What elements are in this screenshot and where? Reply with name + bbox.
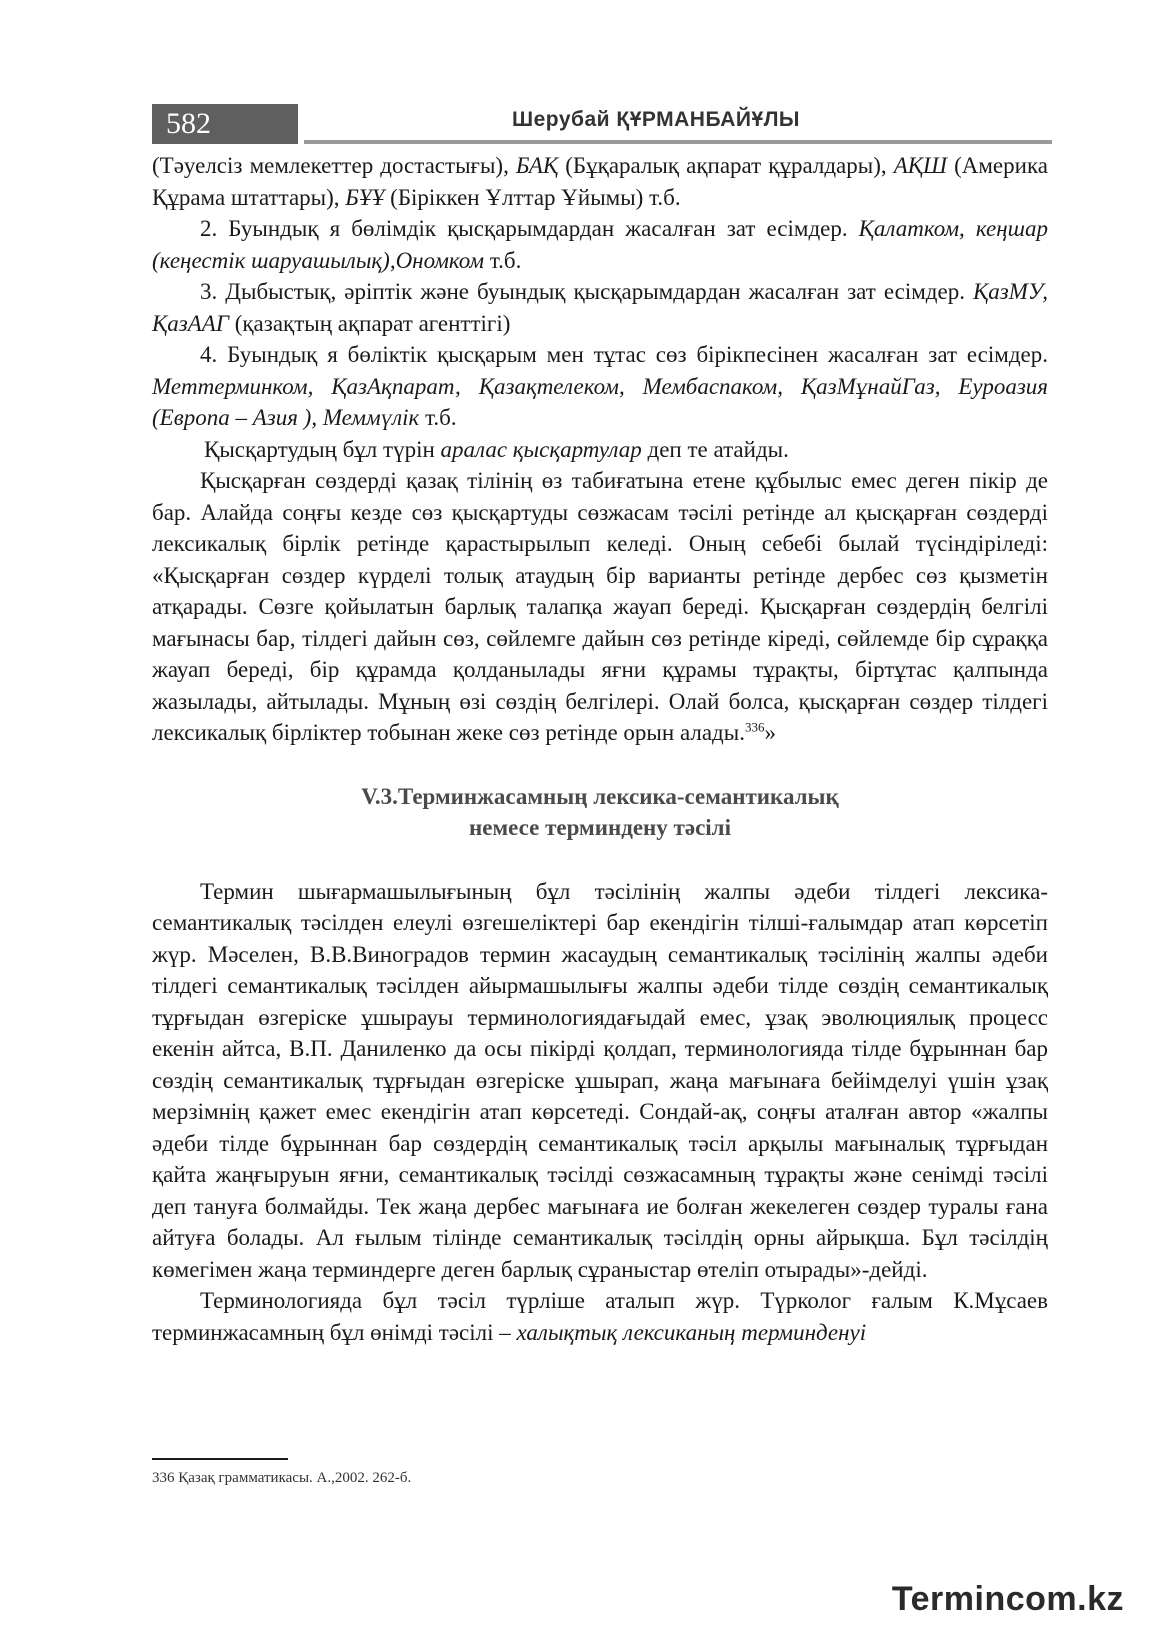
paragraph-abbreviated-words: Қысқарған сөздерді қазақ тілінің өз табиғатына етене құбылыс емес деген пікір де бар. Алайда соңғы кезде сөз қысқартуды сөзжасам тәсілі ретінде ал қысқарған сөздерді лексикалық бірлік ретінде қарастырылып келеді. Оның себебі былай түсіндіріледі: «Қысқарған сөздер күрделі толық атаудың бір варианты ретінде дербес сөз қызметін атқарады. Сөзге қойылатын барлық талапқа жауап береді. Қысқарған сөздердің белгілі мағынасы бар, тілдегі дайын сөз, сөйлемге дайын сөз ретінде кіреді, сөйлемде бір сұраққа жауап береді, бір құрамда қолданылады яғни құрамы тұрақты, біртұтас қалпында жазылады, айтылады. Мұның өзі сөздің белгілері. Олай болса, қысқарған сөздер тілдегі лексикалық бірліктер тобынан жеке сөз ретінде орын алады.$^{336}$» xyxy=(152,468,1048,745)
list-item-2: 2. Буындық я бөлімдік қысқарымдардан жасалған зат есімдер. Қалатком, кеңшар (кеңестік шаруашылық),Ономком т.б. xyxy=(152,216,1048,273)
footnote: 336 Қазақ грамматикасы. А.,2002. 262-б. xyxy=(152,1470,412,1486)
watermark-logo: Termincom.kz xyxy=(891,1580,1124,1618)
section-heading: V.3.Терминжасамның лексика-семантикалық немесе терминдену тәсілі xyxy=(361,783,839,840)
list-item-3: 3. Дыбыстық, әріптік және буындық қысқарымдардан жасалған зат есімдер. ҚазМУ, ҚазААГ (қазақтың ақпарат агенттігі) xyxy=(152,279,1048,336)
footnote-reference: 336 xyxy=(744,719,765,735)
header-rule xyxy=(304,140,1052,144)
page-header xyxy=(152,104,1052,146)
paragraph-abbreviation-examples: (Тәуелсіз мемлекеттер достастығы), БАҚ (Бұқаралық ақпарат құралдары), АҚШ (Америка Құрама штаттары), БҰҰ (Біріккен Ұлттар Ұйымы) т.б. xyxy=(152,153,1048,210)
paragraph-term-semantic-method: Термин шығармашылығының бұл тәсілінің жалпы әдеби тілдегі лексика-семантикалық тәсілден елеулі өзгешеліктері бар екендігін тілші-ғалымдар атап көрсетіп жүр. Мәселен, В.В.Виноградов термин жасаудың семантикалық тәсілінің жалпы әдеби тілдегі семантикалық тәсілден айырмашылығы жалпы әдеби тілде сөздің семантикалық тұрғыдан өзгеріске ұшырауы терминологиядағыдай емес, ұзақ эволюциялық процесс екенін айтса, В.П. Даниленко да осы пікірді қолдап, терминологияда тілде бұрыннан бар сөздің семантикалық тұрғыдан өзгеріске ұшырап, жаңа мағынаға бейімделуі үшін ұзақ мерзімнің қажет емес екендігін атап көрсетеді. Сондай-ақ, соңғы аталған автор «жалпы әдеби тілде бұрыннан бар сөздердің семантикалық тәсіл арқылы мағыналық тұрғыдан қайта жаңғыруын яғни, семантикалық тәсілді сөзжасамның тұрақты және сенімді тәсілі деп тануға болмайды. Тек жаңа дербес мағынаға ие болған жекелеген сөздер туралы ғана айтуға болады. Ал ғылым тілінде семантикалық тәсілдің орны айрықша. Бұл тәсілдің көмегімен жаңа терминдерге деген барлық сұраныстар өтеліп отырады»-дейді. xyxy=(152,878,1048,1282)
footnote-rule xyxy=(152,1458,288,1460)
paragraph-terminology-naming: Терминологияда бұл тәсіл түрліше аталып жүр. Түрколог ғалым К.Мұсаев терминжасамның бұл өнімді тәсілі – халықтық лексиканың терминденуі xyxy=(152,1288,1048,1345)
list-item-4: 4. Буындық я бөліктік қысқарым мен тұтас сөз бірікпесінен жасалған зат есімдер. Меmтерминком, ҚазАқпарат, Қазақтелеком, Мембаспаком, ҚазМұнайГаз, Еуроазия (Европа – Азия ), Меммүлік т.б. xyxy=(152,342,1048,430)
running-header-author: Шерубай ҚҰРМАНБАЙҰЛЫ xyxy=(512,108,800,131)
page-body xyxy=(152,150,1048,1348)
page-number: 582 xyxy=(152,104,298,144)
paragraph-mixed-abbreviations: Қысқартудың бұл түрін аралас қысқартулар деп те атайды. xyxy=(204,436,789,462)
